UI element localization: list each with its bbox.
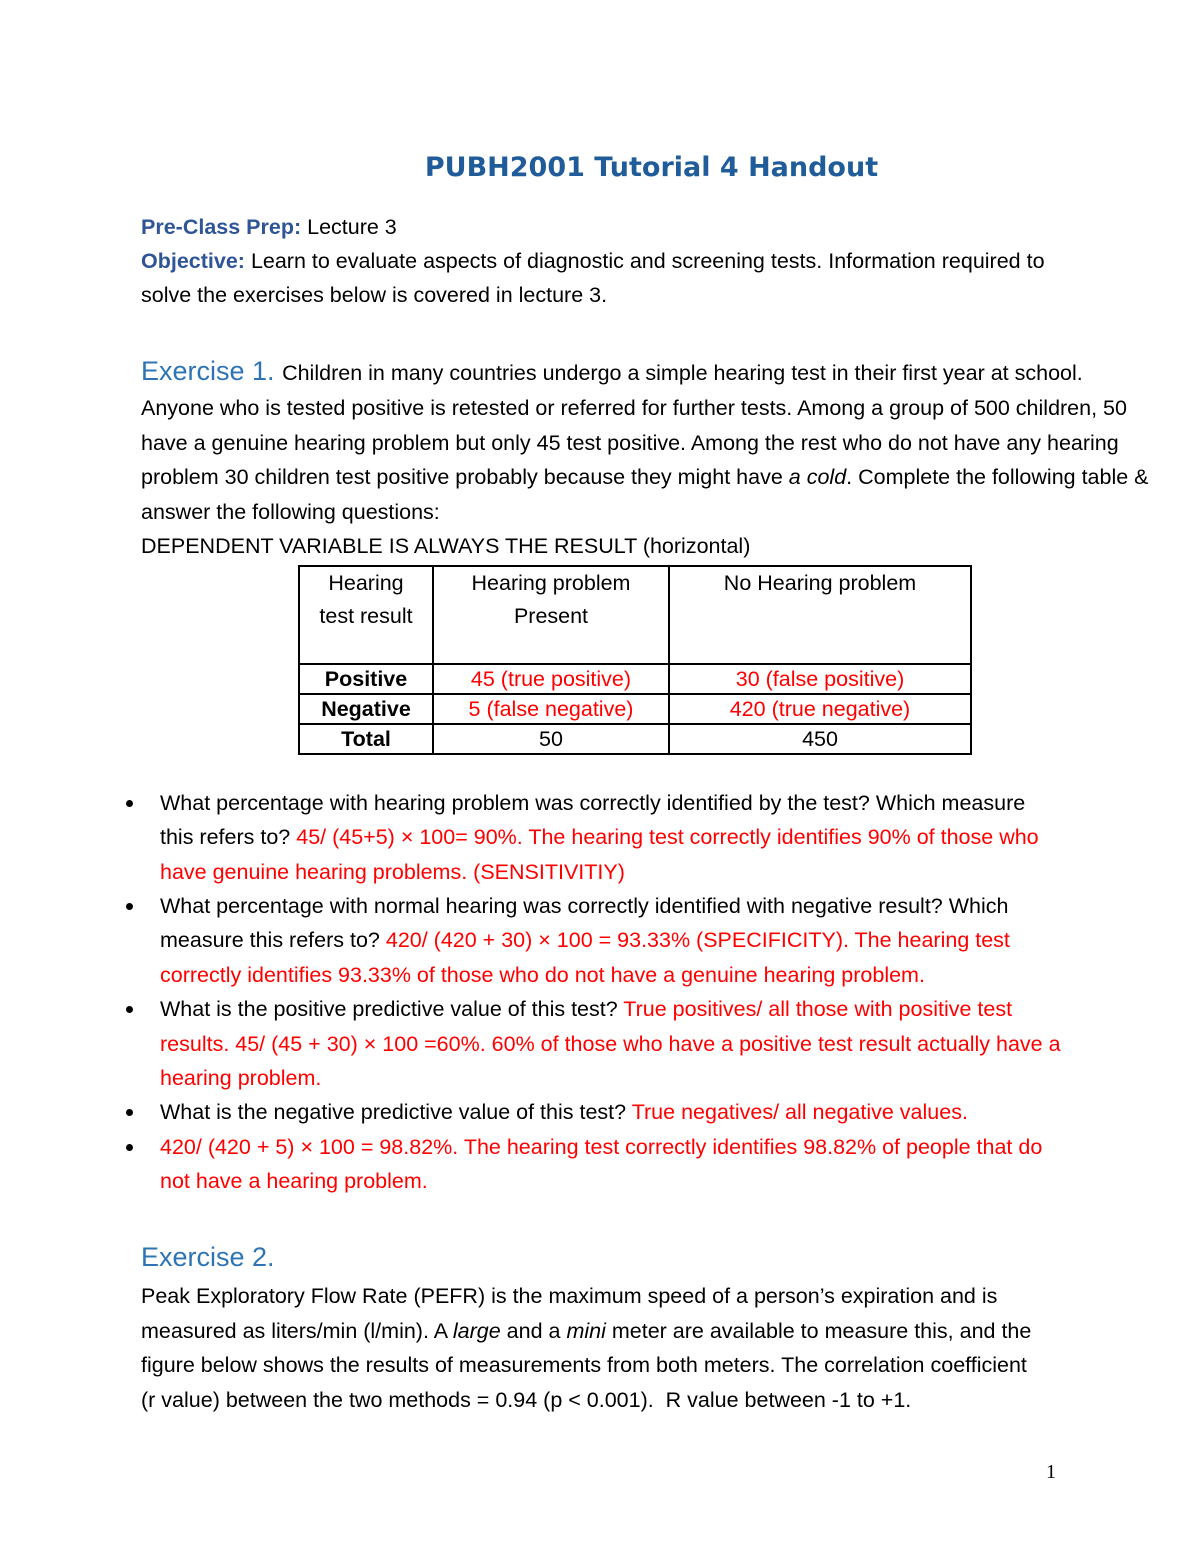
cell-total-present: 50 bbox=[433, 724, 669, 754]
table-row-negative bbox=[299, 694, 971, 724]
page-title: PUBH2001 Tutorial 4 Handout bbox=[424, 152, 879, 183]
exercise-1-text: Children in many countries undergo a simple hearing test in their first year at school. bbox=[282, 361, 1083, 385]
question-line bbox=[160, 1027, 1061, 1061]
exercise-1-paragraph bbox=[141, 391, 1149, 564]
answer-text: 45/ (45+5) × 100= 90%. The hearing test correctly identifies 90% of those who bbox=[296, 825, 1039, 850]
objective-label: Objective: bbox=[141, 249, 245, 273]
bullet-icon bbox=[126, 903, 133, 910]
answer-text: not have a hearing problem. bbox=[160, 1168, 428, 1193]
table-caption: DEPENDENT VARIABLE IS ALWAYS THE RESULT (horizontal) bbox=[141, 534, 751, 558]
answer-text: 420/ (420 + 30) × 100 = 93.33% (SPECIFICITY). The hearing test bbox=[385, 928, 1010, 953]
answer-text: True positives/ all those with positive test bbox=[623, 997, 1013, 1022]
paragraph-italic-text: mini bbox=[566, 1318, 606, 1343]
header-cell-no-problem bbox=[669, 566, 971, 664]
question-line bbox=[160, 1095, 1061, 1129]
cell-true-negative: 420 (true negative) bbox=[669, 694, 971, 724]
header-text: Hearing bbox=[328, 571, 404, 595]
row-label: Total bbox=[299, 724, 433, 754]
question-list bbox=[160, 786, 1061, 1198]
header-cell-problem-present bbox=[433, 566, 669, 664]
question-text: What is the positive predictive value of this test? bbox=[160, 997, 618, 1022]
prep-value: Lecture 3 bbox=[307, 215, 397, 239]
header-info bbox=[141, 210, 1045, 312]
question-text: What percentage with normal hearing was correctly identified with negative result? Which bbox=[160, 894, 1009, 919]
paragraph-text: have a genuine hearing problem but only 45 test positive. Among the rest who do not have any hearing bbox=[141, 430, 1119, 455]
paragraph-line bbox=[141, 495, 1149, 530]
hearing-test-table bbox=[298, 565, 972, 755]
paragraph-text: problem 30 children test positive probably because they might have bbox=[141, 465, 783, 489]
paragraph-line bbox=[141, 529, 1149, 564]
question-line bbox=[160, 992, 1061, 1026]
bullet-icon bbox=[126, 1144, 133, 1151]
objective-text: Learn to evaluate aspects of diagnostic and screening tests. Information required to bbox=[250, 249, 1045, 273]
question-item-specificity bbox=[160, 889, 1061, 992]
objective-text: solve the exercises below is covered in lecture 3. bbox=[141, 283, 608, 307]
answer-text: True negatives/ all negative values. bbox=[631, 1100, 968, 1125]
paragraph-text: . Complete the following table & bbox=[846, 465, 1149, 489]
bullet-icon bbox=[126, 800, 133, 807]
paragraph-text: answer the following questions: bbox=[141, 499, 440, 524]
paragraph-text: measured as liters/min (l/min). A bbox=[141, 1318, 447, 1343]
prep-label: Pre-Class Prep: bbox=[141, 215, 302, 239]
paragraph-line bbox=[141, 1383, 1031, 1418]
question-line bbox=[160, 1130, 1061, 1164]
exercise-2-heading-line bbox=[141, 1238, 275, 1276]
cell-false-negative: 5 (false negative) bbox=[433, 694, 669, 724]
paragraph-italic-text: a cold bbox=[788, 465, 847, 489]
header-text: Present bbox=[513, 604, 589, 628]
answer-text: results. 45/ (45 + 30) × 100 =60%. 60% of those who have a positive test result actually have a bbox=[160, 1031, 1061, 1056]
paragraph-italic-text: large bbox=[452, 1318, 501, 1343]
question-line bbox=[160, 820, 1061, 854]
table-row-positive bbox=[299, 664, 971, 694]
cell-false-positive: 30 (false positive) bbox=[669, 664, 971, 694]
page-number: 1 bbox=[1046, 1461, 1056, 1483]
header-text: test result bbox=[319, 604, 413, 628]
paragraph-text: Anyone who is tested positive is retested or referred for further tests. Among a group of 500 children, 50 bbox=[141, 396, 1127, 420]
answer-text: 420/ (420 + 5) × 100 = 98.82%. The hearing test correctly identifies 98.82% of people that do bbox=[160, 1134, 1043, 1159]
question-text: What percentage with hearing problem was correctly identified by the test? Which measure bbox=[160, 791, 1026, 815]
paragraph-line bbox=[141, 1279, 1031, 1314]
paragraph-text: (r value) between the two methods = 0.94 (p < 0.001). R value between -1 to +1. bbox=[141, 1388, 912, 1413]
paragraph-text: figure below shows the results of measurements from both meters. The correlation coefficient bbox=[141, 1353, 1027, 1378]
question-item-npv-calculation bbox=[160, 1130, 1061, 1199]
exercise-2-heading: Exercise 2. bbox=[141, 1242, 275, 1272]
question-item-sensitivity bbox=[160, 786, 1061, 889]
question-line bbox=[160, 1061, 1061, 1095]
question-line bbox=[160, 889, 1061, 923]
header-text: No Hearing problem bbox=[723, 571, 917, 595]
paragraph-text: and a bbox=[506, 1318, 561, 1343]
question-line bbox=[160, 786, 1061, 820]
bullet-icon bbox=[126, 1006, 133, 1013]
row-label: Negative bbox=[299, 694, 433, 724]
question-line bbox=[160, 958, 1061, 992]
paragraph-text: meter are available to measure this, and the bbox=[611, 1318, 1032, 1343]
paragraph-line bbox=[141, 1348, 1031, 1383]
paragraph-line bbox=[141, 391, 1149, 426]
question-text: What is the negative predictive value of this test? bbox=[160, 1100, 627, 1125]
question-line bbox=[160, 1164, 1061, 1198]
question-item-npv bbox=[160, 1095, 1061, 1129]
question-text: this refers to? bbox=[160, 825, 291, 850]
bullet-icon bbox=[126, 1109, 133, 1116]
paragraph-line bbox=[141, 460, 1149, 495]
exercise-1-heading: Exercise 1. bbox=[141, 356, 275, 386]
paragraph-line bbox=[141, 426, 1149, 461]
prep-line bbox=[141, 210, 1045, 244]
objective-line-2 bbox=[141, 278, 1045, 312]
table-header-row bbox=[299, 566, 971, 664]
paragraph-text: Peak Exploratory Flow Rate (PEFR) is the maximum speed of a person’s expiration and is bbox=[141, 1284, 998, 1308]
question-text: measure this refers to? bbox=[160, 928, 380, 953]
objective-line bbox=[141, 244, 1045, 278]
table-row-total bbox=[299, 724, 971, 754]
answer-text: have genuine hearing problems. (SENSITIVITIY) bbox=[160, 859, 625, 884]
paragraph-line bbox=[141, 1314, 1031, 1349]
answer-text: hearing problem. bbox=[160, 1065, 322, 1090]
question-item-ppv bbox=[160, 992, 1061, 1095]
row-label: Positive bbox=[299, 664, 433, 694]
cell-true-positive: 45 (true positive) bbox=[433, 664, 669, 694]
question-line bbox=[160, 855, 1061, 889]
header-text: Hearing problem bbox=[471, 571, 631, 595]
answer-text: correctly identifies 93.33% of those who do not have a genuine hearing problem. bbox=[160, 962, 925, 987]
header-cell-test-result bbox=[299, 566, 433, 664]
exercise-1-heading-line bbox=[141, 352, 1083, 392]
question-line bbox=[160, 923, 1061, 957]
cell-total-absent: 450 bbox=[669, 724, 971, 754]
exercise-2-paragraph bbox=[141, 1279, 1031, 1418]
